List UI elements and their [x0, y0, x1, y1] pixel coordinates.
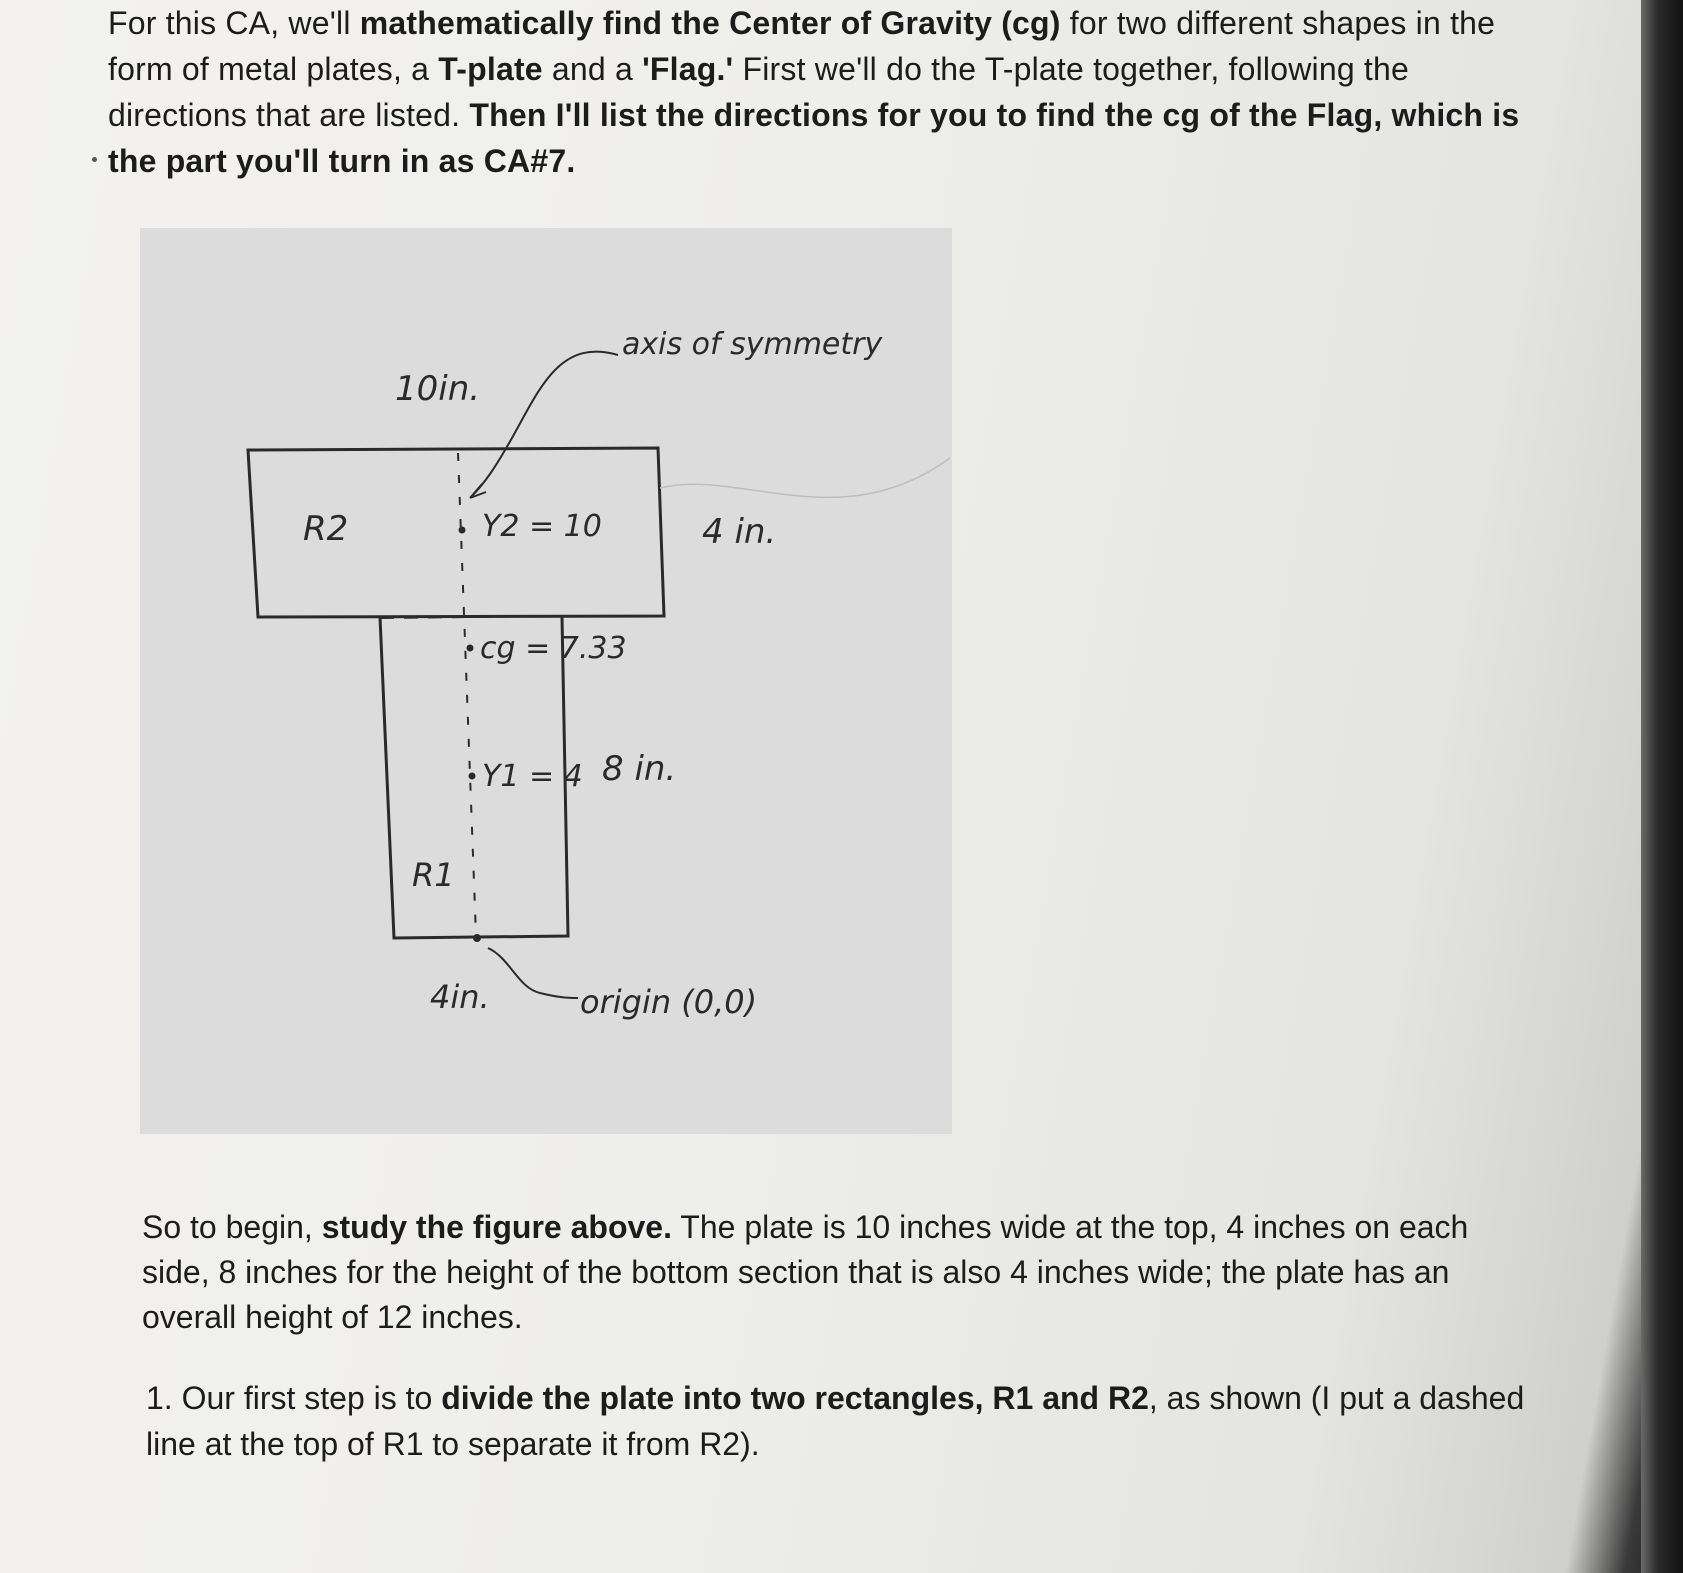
intro-bold-2: T-plate [438, 51, 543, 87]
t-plate-figure [140, 228, 952, 1134]
axis-label: axis of symmetry [622, 327, 883, 362]
step-text-1: Our first step is to [172, 1380, 442, 1416]
step-bold-1: divide the plate into two rectangles, R1 and R2 [441, 1380, 1149, 1416]
step-number: 1. [146, 1380, 173, 1416]
bullet-marker [92, 157, 97, 162]
origin-arrow [488, 948, 578, 998]
origin-point [473, 934, 481, 942]
intro-text-4: First we'll do the T-plate together, following the directions that are listed. [108, 51, 1410, 133]
r1-label: R1 [412, 856, 455, 894]
y1-point [469, 773, 476, 780]
r2-label: R2 [303, 509, 349, 549]
bottom-width-label: 4in. [430, 978, 490, 1016]
axis-arrow [470, 352, 618, 498]
step-text-2: , as shown (I put a dashed line at the top of R1 to separate it from R2). [146, 1380, 1525, 1462]
top-width-label: 10in. [395, 369, 481, 409]
para-bold-1: study the figure above. [321, 1209, 672, 1245]
cg-label: cg = 7.33 [480, 631, 627, 666]
study-paragraph [142, 1205, 1512, 1340]
monitor-bezel-edge [1641, 0, 1683, 1573]
intro-text-2: for two different shapes in the form of metal plates, a [108, 5, 1496, 87]
intro-text-3: and a [542, 51, 643, 87]
intro-bold-4: Then I'll list the directions for you to find the cg of the Flag, which is the part you'll turn in as CA#7. [108, 97, 1520, 179]
para-text-2: The plate is 10 inches wide at the top, 4 inches on each side, 8 inches for the height of the bottom section that is also 4 inches wide; the plate has an overall height of 12 inches. [142, 1209, 1469, 1335]
para-text-1: So to begin, [142, 1209, 322, 1245]
paper-scratch [660, 458, 950, 497]
intro-bold-3: 'Flag.' [642, 51, 734, 87]
side-width-label: 4 in. [702, 512, 777, 552]
y1-label: Y1 = 4 [482, 759, 583, 794]
y2-point [459, 527, 466, 534]
symmetry-dashed-line [458, 453, 476, 936]
t-plate-drawing [140, 228, 952, 1134]
intro-text-1: For this CA, we'll [108, 5, 360, 41]
y2-label: Y2 = 10 [482, 509, 602, 544]
intro-bold-1: mathematically find the Center of Gravity (cg) [359, 5, 1061, 41]
stem-height-label: 8 in. [602, 749, 677, 789]
origin-label: origin (0,0) [580, 983, 758, 1021]
cg-point [467, 645, 474, 652]
step-1-item [146, 1375, 1526, 1467]
intro-paragraph [108, 0, 1528, 184]
